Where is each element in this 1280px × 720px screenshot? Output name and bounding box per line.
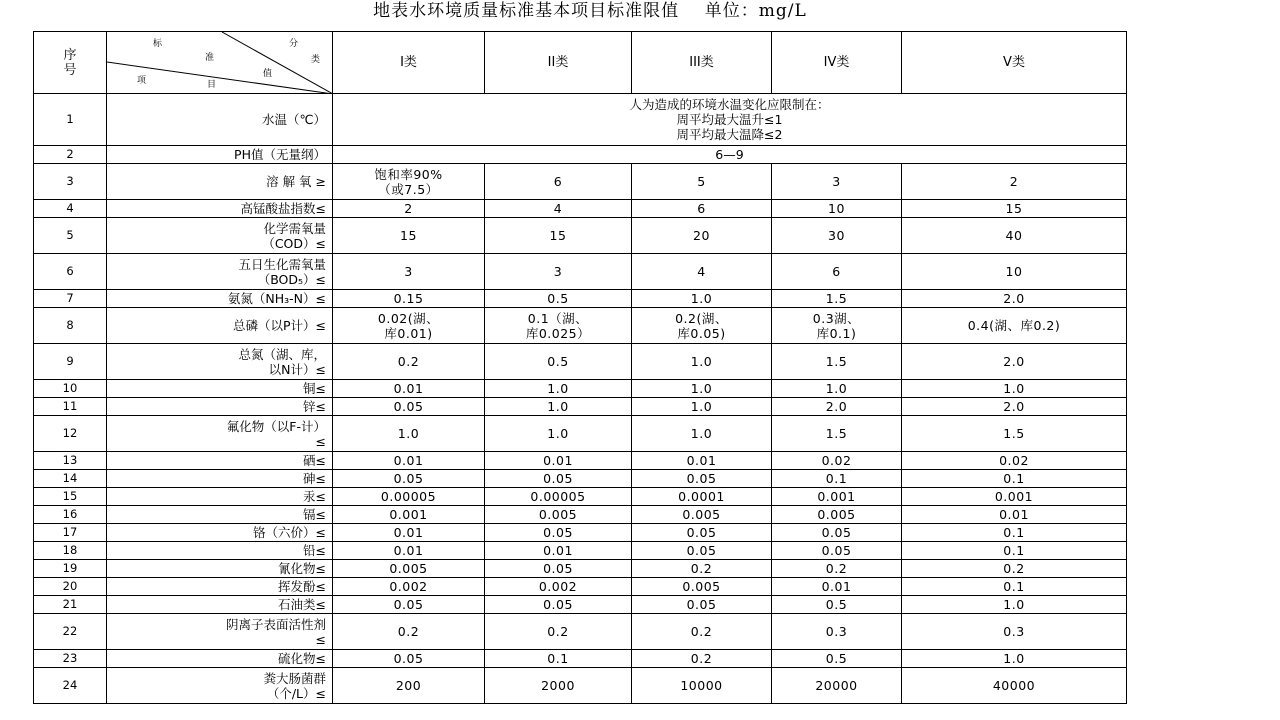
row-number: 13 (34, 452, 107, 470)
row-item: 铜≤ (107, 380, 333, 398)
row-number: 22 (34, 614, 107, 650)
value-class-2: 15 (485, 218, 632, 254)
row-item: 阴离子表面活性剂 ≤ (107, 614, 333, 650)
row-number: 17 (34, 524, 107, 542)
row-number: 9 (34, 344, 107, 380)
value-class-5: 0.02 (902, 452, 1127, 470)
value-class-3: 1.0 (632, 398, 772, 416)
value-class-1: 0.01 (333, 542, 485, 560)
value-class-5: 1.0 (902, 596, 1127, 614)
table-row (34, 308, 1127, 344)
value-class-1: 0.02(湖、 库0.01) (333, 308, 485, 344)
row-item: 汞≤ (107, 488, 333, 506)
value-class-1: 0.00005 (333, 488, 485, 506)
value-class-4: 6 (772, 254, 902, 290)
value-class-3: 5 (632, 164, 772, 200)
value-class-4: 1.5 (772, 416, 902, 452)
row-number: 16 (34, 506, 107, 524)
page-title: 地表水环境质量标准基本项目标准限值 单位：mg/L (373, 1, 807, 21)
row-number: 24 (34, 668, 107, 704)
row-item: 粪大肠菌群 （个/L）≤ (107, 668, 333, 704)
diag-label-lei: 类 (311, 55, 321, 65)
row-number: 6 (34, 254, 107, 290)
row-item: 氰化物≤ (107, 560, 333, 578)
row-item: 挥发酚≤ (107, 578, 333, 596)
row-note: 人为造成的环境水温变化应限制在： 周平均最大温升≤1 周平均最大温降≤2 (333, 94, 1127, 146)
value-class-2: 4 (485, 200, 632, 218)
value-class-2: 0.2 (485, 614, 632, 650)
value-class-4: 3 (772, 164, 902, 200)
value-class-4: 0.01 (772, 578, 902, 596)
value-class-4: 0.2 (772, 560, 902, 578)
value-class-1: 0.05 (333, 398, 485, 416)
table-row (34, 524, 1127, 542)
row-item: 锌≤ (107, 398, 333, 416)
table-row (34, 200, 1127, 218)
row-item: 镉≤ (107, 506, 333, 524)
value-class-2: 0.005 (485, 506, 632, 524)
value-class-5: 2 (902, 164, 1127, 200)
row-item: 硒≤ (107, 452, 333, 470)
row-item: 化学需氧量 （COD）≤ (107, 218, 333, 254)
table-row (34, 398, 1127, 416)
value-class-3: 0.005 (632, 578, 772, 596)
value-class-2: 1.0 (485, 380, 632, 398)
diag-label-zhun: 准 (205, 53, 215, 63)
value-class-4: 2.0 (772, 398, 902, 416)
value-class-1: 1.0 (333, 416, 485, 452)
value-class-2: 0.01 (485, 452, 632, 470)
diag-label-zhi: 值 (263, 69, 273, 79)
table-row (34, 650, 1127, 668)
value-class-4: 0.3 (772, 614, 902, 650)
value-class-4: 0.5 (772, 650, 902, 668)
table-row (34, 578, 1127, 596)
value-class-1: 0.2 (333, 614, 485, 650)
table-row (34, 416, 1127, 452)
value-class-4: 1.5 (772, 290, 902, 308)
table-row (34, 560, 1127, 578)
header-class-2: II类 (485, 32, 632, 94)
value-class-3: 0.05 (632, 470, 772, 488)
value-class-2: 2000 (485, 668, 632, 704)
value-class-5: 0.001 (902, 488, 1127, 506)
table-row (34, 344, 1127, 380)
value-class-2: 0.05 (485, 596, 632, 614)
row-number: 7 (34, 290, 107, 308)
value-class-3: 6 (632, 200, 772, 218)
value-class-4: 20000 (772, 668, 902, 704)
value-class-1: 饱和率90% （或7.5） (333, 164, 485, 200)
value-class-4: 1.0 (772, 380, 902, 398)
value-class-1: 0.01 (333, 380, 485, 398)
value-class-1: 2 (333, 200, 485, 218)
value-class-5: 15 (902, 200, 1127, 218)
row-number: 15 (34, 488, 107, 506)
value-class-3: 0.2 (632, 650, 772, 668)
value-class-1: 15 (333, 218, 485, 254)
value-class-1: 0.01 (333, 524, 485, 542)
header-class-4: IV类 (772, 32, 902, 94)
row-number: 10 (34, 380, 107, 398)
value-class-1: 0.01 (333, 452, 485, 470)
value-class-2: 0.5 (485, 290, 632, 308)
table-row (34, 506, 1127, 524)
value-class-1: 0.2 (333, 344, 485, 380)
table-row (34, 218, 1127, 254)
table-row (34, 164, 1127, 200)
value-class-5: 0.1 (902, 542, 1127, 560)
value-class-1: 0.15 (333, 290, 485, 308)
header-seq: 序 号 (34, 32, 107, 94)
value-class-5: 0.1 (902, 578, 1127, 596)
value-class-2: 1.0 (485, 416, 632, 452)
row-number: 18 (34, 542, 107, 560)
row-item: 高锰酸盐指数≤ (107, 200, 333, 218)
row-item: 溶 解 氧 ≥ (107, 164, 333, 200)
row-item: 氟化物（以F-计） ≤ (107, 416, 333, 452)
value-class-5: 2.0 (902, 344, 1127, 380)
value-class-4: 0.5 (772, 596, 902, 614)
value-class-3: 1.0 (632, 380, 772, 398)
table-row (34, 596, 1127, 614)
row-item: 石油类≤ (107, 596, 333, 614)
diag-label-xiang: 项 (137, 76, 147, 86)
value-class-4: 10 (772, 200, 902, 218)
value-class-3: 0.05 (632, 542, 772, 560)
row-number: 5 (34, 218, 107, 254)
table-row (34, 488, 1127, 506)
value-class-1: 0.001 (333, 506, 485, 524)
header-class-3: III类 (632, 32, 772, 94)
value-class-2: 6 (485, 164, 632, 200)
value-class-2: 0.00005 (485, 488, 632, 506)
diag-label-biao: 标 (153, 39, 163, 49)
value-class-4: 0.005 (772, 506, 902, 524)
table-row (34, 668, 1127, 704)
value-class-3: 0.01 (632, 452, 772, 470)
value-class-2: 0.05 (485, 470, 632, 488)
value-class-5: 0.4(湖、库0.2) (902, 308, 1127, 344)
value-class-1: 0.002 (333, 578, 485, 596)
value-class-5: 40000 (902, 668, 1127, 704)
header-row (34, 32, 1127, 94)
row-number: 8 (34, 308, 107, 344)
row-number: 1 (34, 94, 107, 146)
value-class-5: 2.0 (902, 398, 1127, 416)
row-item: PH值（无量纲） (107, 146, 333, 164)
value-class-1: 0.05 (333, 596, 485, 614)
value-class-1: 3 (333, 254, 485, 290)
value-class-3: 20 (632, 218, 772, 254)
table-row (34, 452, 1127, 470)
table-row (34, 470, 1127, 488)
table-row (34, 380, 1127, 398)
row-item: 砷≤ (107, 470, 333, 488)
value-class-2: 0.05 (485, 560, 632, 578)
value-class-3: 1.0 (632, 344, 772, 380)
row-number: 12 (34, 416, 107, 452)
value-class-3: 0.05 (632, 524, 772, 542)
row-item: 总磷（以P计）≤ (107, 308, 333, 344)
value-class-2: 0.05 (485, 524, 632, 542)
value-class-5: 0.3 (902, 614, 1127, 650)
value-class-3: 0.0001 (632, 488, 772, 506)
header-class-5: V类 (902, 32, 1127, 94)
row-item: 氨氮（NH₃-N）≤ (107, 290, 333, 308)
table-row (34, 290, 1127, 308)
diag-label-fen: 分 (289, 39, 299, 49)
value-class-5: 1.0 (902, 650, 1127, 668)
diag-label-mu: 目 (207, 80, 217, 90)
value-class-2: 0.1 (485, 650, 632, 668)
value-class-5: 1.5 (902, 416, 1127, 452)
row-number: 4 (34, 200, 107, 218)
row-number: 14 (34, 470, 107, 488)
row-item: 铬（六价）≤ (107, 524, 333, 542)
value-class-2: 3 (485, 254, 632, 290)
value-class-5: 0.01 (902, 506, 1127, 524)
value-class-2: 1.0 (485, 398, 632, 416)
row-item: 总氮（湖、库， 以N计）≤ (107, 344, 333, 380)
row-number: 21 (34, 596, 107, 614)
table-row (34, 94, 1127, 146)
value-class-2: 0.01 (485, 542, 632, 560)
value-class-2: 0.002 (485, 578, 632, 596)
value-class-1: 0.05 (333, 650, 485, 668)
value-class-3: 0.05 (632, 596, 772, 614)
value-class-1: 0.05 (333, 470, 485, 488)
row-item: 硫化物≤ (107, 650, 333, 668)
value-class-4: 0.02 (772, 452, 902, 470)
value-class-4: 30 (772, 218, 902, 254)
table-row (34, 542, 1127, 560)
row-item: 五日生化需氧量 （BOD₅）≤ (107, 254, 333, 290)
row-number: 2 (34, 146, 107, 164)
value-class-4: 0.05 (772, 542, 902, 560)
value-class-3: 10000 (632, 668, 772, 704)
value-class-4: 0.001 (772, 488, 902, 506)
row-item: 水温（℃） (107, 94, 333, 146)
table-row (34, 614, 1127, 650)
value-class-1: 200 (333, 668, 485, 704)
header-class-1: I类 (333, 32, 485, 94)
value-class-2: 0.1（湖、 库0.025） (485, 308, 632, 344)
value-class-2: 0.5 (485, 344, 632, 380)
value-class-5: 10 (902, 254, 1127, 290)
row-number: 19 (34, 560, 107, 578)
value-class-5: 1.0 (902, 380, 1127, 398)
value-class-5: 40 (902, 218, 1127, 254)
value-class-1: 0.005 (333, 560, 485, 578)
value-class-3: 4 (632, 254, 772, 290)
value-class-4: 0.1 (772, 470, 902, 488)
value-class-4: 0.05 (772, 524, 902, 542)
standards-table (33, 31, 1127, 704)
row-span-value: 6—9 (333, 146, 1127, 164)
value-class-5: 0.1 (902, 524, 1127, 542)
table-row (34, 254, 1127, 290)
table-row (34, 146, 1127, 164)
value-class-3: 1.0 (632, 290, 772, 308)
value-class-4: 0.3湖、 库0.1) (772, 308, 902, 344)
row-number: 20 (34, 578, 107, 596)
value-class-5: 2.0 (902, 290, 1127, 308)
value-class-3: 0.005 (632, 506, 772, 524)
row-number: 11 (34, 398, 107, 416)
row-number: 23 (34, 650, 107, 668)
value-class-3: 0.2(湖、 库0.05) (632, 308, 772, 344)
value-class-5: 0.1 (902, 470, 1127, 488)
row-number: 3 (34, 164, 107, 200)
value-class-3: 0.2 (632, 560, 772, 578)
header-diagonal-cell (107, 32, 333, 94)
value-class-5: 0.2 (902, 560, 1127, 578)
row-item: 铅≤ (107, 542, 333, 560)
value-class-3: 0.2 (632, 614, 772, 650)
value-class-3: 1.0 (632, 416, 772, 452)
value-class-4: 1.5 (772, 344, 902, 380)
